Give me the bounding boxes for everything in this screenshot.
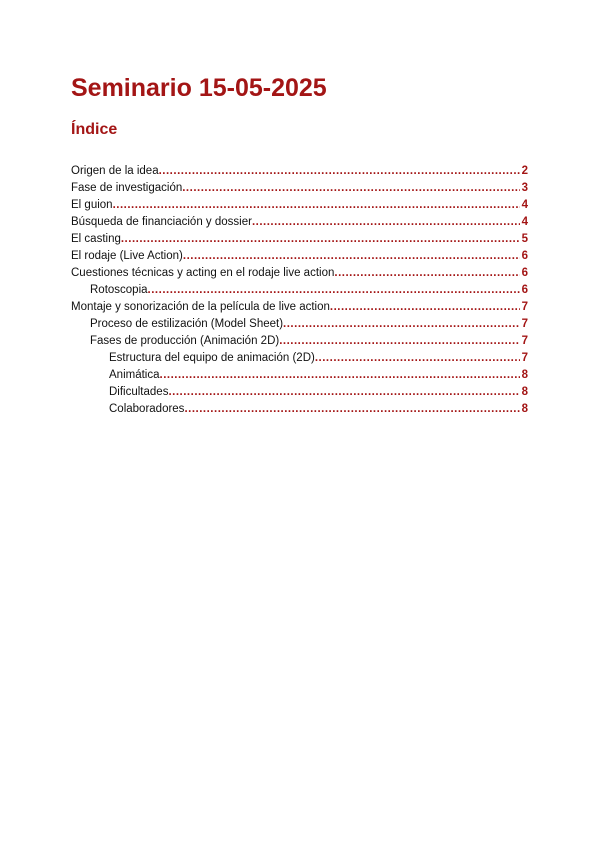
toc-page-number: 3 bbox=[521, 182, 528, 194]
document-title: Seminario 15-05-2025 bbox=[71, 74, 327, 102]
toc-dot-leader bbox=[330, 299, 520, 316]
toc-dot-leader bbox=[168, 384, 519, 401]
toc-entry-cuestiones-tecnicas[interactable] bbox=[71, 265, 528, 282]
toc-page-number: 8 bbox=[521, 386, 528, 398]
toc-entry-fases-de-produccion[interactable] bbox=[71, 333, 528, 350]
toc-page-number: 4 bbox=[521, 216, 528, 228]
toc-entry-busqueda-de-financiacion[interactable] bbox=[71, 214, 528, 231]
toc-entry-text: El rodaje (Live Action) bbox=[71, 250, 183, 262]
toc-dot-leader bbox=[159, 163, 520, 180]
toc-entry-text: Búsqueda de financiación y dossier bbox=[71, 216, 252, 228]
toc-entry-proceso-de-estilizacion[interactable] bbox=[71, 316, 528, 333]
toc-entry-text: Animática bbox=[109, 369, 160, 381]
toc-dot-leader bbox=[279, 333, 519, 350]
toc-page-number: 4 bbox=[521, 199, 528, 211]
toc-entry-estructura-del-equipo[interactable] bbox=[71, 350, 528, 367]
toc-entry-text: Dificultades bbox=[109, 386, 169, 398]
toc-entry-fase-de-investigacion[interactable] bbox=[71, 180, 528, 197]
toc-dot-leader bbox=[184, 401, 519, 418]
toc-entry-text: Origen de la idea bbox=[71, 165, 159, 177]
toc-dot-leader bbox=[182, 180, 519, 197]
toc-entry-el-casting[interactable] bbox=[71, 231, 528, 248]
toc-dot-leader bbox=[160, 367, 520, 384]
toc-page-number: 5 bbox=[521, 233, 528, 245]
toc-page-number: 6 bbox=[521, 267, 528, 279]
toc-entry-text: Cuestiones técnicas y acting en el rodaje live action bbox=[71, 267, 335, 279]
toc-dot-leader bbox=[334, 265, 519, 282]
toc-entry-el-rodaje[interactable] bbox=[71, 248, 528, 265]
toc-entry-text: El guion bbox=[71, 199, 113, 211]
toc-entry-animatica[interactable] bbox=[71, 367, 528, 384]
toc-page-number: 7 bbox=[521, 318, 528, 330]
toc-dot-leader bbox=[113, 197, 520, 214]
toc-entry-dificultades[interactable] bbox=[71, 384, 528, 401]
toc-page-number: 8 bbox=[521, 403, 528, 415]
toc-entry-text: Fases de producción (Animación 2D) bbox=[90, 335, 280, 347]
toc-dot-leader bbox=[315, 350, 520, 367]
toc-dot-leader bbox=[283, 316, 520, 333]
toc-entry-text: Colaboradores bbox=[109, 403, 185, 415]
toc-dot-leader bbox=[252, 214, 520, 231]
table-of-contents bbox=[71, 163, 528, 418]
toc-dot-leader bbox=[183, 248, 520, 265]
toc-entry-text: Fase de investigación bbox=[71, 182, 183, 194]
toc-entry-text: El casting bbox=[71, 233, 121, 245]
toc-entry-text: Proceso de estilización (Model Sheet) bbox=[90, 318, 284, 330]
toc-entry-el-guion[interactable] bbox=[71, 197, 528, 214]
toc-dot-leader bbox=[121, 231, 520, 248]
toc-page-number: 7 bbox=[521, 335, 528, 347]
toc-page-number: 7 bbox=[521, 352, 528, 364]
toc-entry-text: Rotoscopia bbox=[90, 284, 148, 296]
toc-page-number: 6 bbox=[521, 284, 528, 296]
toc-entry-colaboradores[interactable] bbox=[71, 401, 528, 418]
toc-page-number: 6 bbox=[521, 250, 528, 262]
toc-page-number: 7 bbox=[521, 301, 528, 313]
toc-page-number: 8 bbox=[521, 369, 528, 381]
toc-heading: Índice bbox=[71, 121, 118, 138]
toc-entry-text: Montaje y sonorización de la película de live action bbox=[71, 301, 330, 313]
toc-dot-leader bbox=[148, 282, 520, 299]
toc-entry-origen-de-la-idea[interactable] bbox=[71, 163, 528, 180]
toc-entry-montaje-y-sonorizacion[interactable] bbox=[71, 299, 528, 316]
toc-entry-text: Estructura del equipo de animación (2D) bbox=[109, 352, 315, 364]
toc-page-number: 2 bbox=[521, 165, 528, 177]
toc-entry-rotoscopia[interactable] bbox=[71, 282, 528, 299]
